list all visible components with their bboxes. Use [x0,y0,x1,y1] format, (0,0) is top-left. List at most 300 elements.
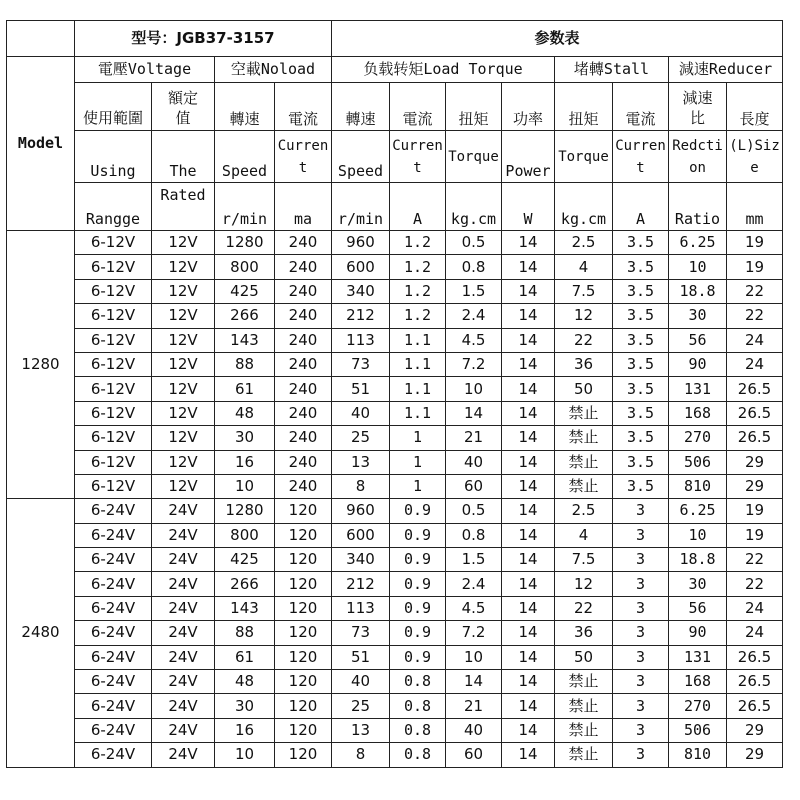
cell-load-current: 1.1 [390,328,446,352]
cell-load-current: 0.8 [390,694,446,718]
cell-load-speed: 25 [332,426,390,450]
table-row [7,596,783,620]
cell-stall-torque: 禁止 [555,450,613,474]
cell-rated-voltage: 12V [152,231,215,255]
cell-noload-current: 120 [275,694,332,718]
cell-length: 24 [727,621,783,645]
cell-load-power: 14 [502,450,555,474]
cell-stall-current: 3.5 [613,231,669,255]
cell-load-speed: 73 [332,352,390,376]
cell-load-current: 0.9 [390,645,446,669]
cell-reduction-ratio: 10 [669,255,727,279]
cell-reduction-ratio: 18.8 [669,548,727,572]
cell-noload-speed: 425 [215,548,275,572]
cell-load-torque: 2.4 [446,304,502,328]
cell-noload-current: 120 [275,548,332,572]
cell-voltage-range: 6-12V [75,474,152,498]
cell-stall-torque: 禁止 [555,743,613,767]
cell-rated-voltage: 24V [152,621,215,645]
cell-load-speed: 113 [332,596,390,620]
cell-reduction-ratio: 131 [669,377,727,401]
cell-noload-current: 240 [275,352,332,376]
cell-reduction-ratio: 810 [669,474,727,498]
table-row [7,328,783,352]
cell-reduction-ratio: 131 [669,645,727,669]
cell-length: 29 [727,474,783,498]
group-row [7,57,783,83]
cell-rated-voltage: 12V [152,377,215,401]
cell-load-power: 14 [502,426,555,450]
cell-load-current: 0.8 [390,718,446,742]
cell-load-power: 14 [502,572,555,596]
en-the: The [152,131,215,183]
cell-stall-torque: 2.5 [555,499,613,523]
cell-rated-voltage: 24V [152,572,215,596]
cell-noload-current: 240 [275,279,332,303]
unit-size: mm [727,183,783,231]
cell-load-power: 14 [502,279,555,303]
cell-length: 26.5 [727,377,783,401]
cell-load-power: 14 [502,670,555,694]
cell-load-torque: 21 [446,694,502,718]
cell-reduction-ratio: 90 [669,621,727,645]
cell-load-speed: 960 [332,499,390,523]
cell-length: 26.5 [727,401,783,425]
cell-noload-current: 240 [275,328,332,352]
cell-load-torque: 14 [446,670,502,694]
cell-stall-torque: 50 [555,377,613,401]
cell-length: 22 [727,304,783,328]
cell-reduction-ratio: 270 [669,426,727,450]
en-load-power: Power [502,131,555,183]
cell-rated-voltage: 12V [152,401,215,425]
cell-load-torque: 0.8 [446,255,502,279]
cell-load-power: 14 [502,596,555,620]
cell-load-speed: 51 [332,645,390,669]
cell-load-torque: 40 [446,450,502,474]
param-table-title: 参数表 [332,21,783,57]
unit-load-power: W [502,183,555,231]
cell-noload-speed: 143 [215,596,275,620]
cell-noload-current: 240 [275,450,332,474]
cell-reduction-ratio: 506 [669,718,727,742]
cell-voltage-range: 6-24V [75,670,152,694]
cell-voltage-range: 6-12V [75,401,152,425]
cell-stall-current: 3.5 [613,377,669,401]
cell-stall-current: 3.5 [613,352,669,376]
cell-stall-torque: 4 [555,255,613,279]
cell-noload-current: 240 [275,426,332,450]
cell-noload-speed: 800 [215,255,275,279]
cell-load-torque: 2.4 [446,572,502,596]
cell-length: 26.5 [727,694,783,718]
blank-corner [7,21,75,57]
group-load-torque: 负载转矩Load Torque [332,57,555,83]
spec-table [6,20,783,768]
cell-load-power: 14 [502,255,555,279]
cell-load-speed: 8 [332,474,390,498]
table-row [7,621,783,645]
cell-load-power: 14 [502,718,555,742]
cell-load-current: 0.9 [390,621,446,645]
cell-stall-current: 3 [613,645,669,669]
cell-noload-current: 120 [275,596,332,620]
cell-load-speed: 600 [332,255,390,279]
en-reduction: Redction [669,131,727,183]
cn-rated: 額定值 [152,83,215,131]
cell-noload-speed: 266 [215,572,275,596]
cn-stall-current: 電流 [613,83,669,131]
cell-length: 26.5 [727,670,783,694]
cell-noload-current: 120 [275,523,332,547]
table-row [7,645,783,669]
table-row [7,694,783,718]
cell-noload-speed: 425 [215,279,275,303]
cell-noload-speed: 1280 [215,499,275,523]
cell-noload-current: 240 [275,304,332,328]
cell-load-torque: 0.5 [446,499,502,523]
cell-load-power: 14 [502,548,555,572]
unit-noload-current: ma [275,183,332,231]
en-load-torque: Torque [446,131,502,183]
cn-ratio: 減速比 [669,83,727,131]
cell-load-speed: 8 [332,743,390,767]
cell-voltage-range: 6-12V [75,279,152,303]
unit-range: Rangge [75,183,152,231]
cell-stall-torque: 12 [555,572,613,596]
cell-stall-torque: 22 [555,596,613,620]
cell-load-current: 1.2 [390,279,446,303]
cell-voltage-range: 6-24V [75,596,152,620]
cell-load-power: 14 [502,231,555,255]
cell-load-speed: 212 [332,304,390,328]
cell-load-speed: 40 [332,401,390,425]
en-using: Using [75,131,152,183]
cell-voltage-range: 6-12V [75,231,152,255]
cell-noload-current: 120 [275,718,332,742]
cell-voltage-range: 6-12V [75,255,152,279]
cell-noload-speed: 266 [215,304,275,328]
cn-load-power: 功率 [502,83,555,131]
table-row [7,474,783,498]
cell-load-power: 14 [502,304,555,328]
cell-stall-torque: 7.5 [555,279,613,303]
cell-load-power: 14 [502,645,555,669]
cell-load-speed: 73 [332,621,390,645]
cell-noload-speed: 800 [215,523,275,547]
cell-load-torque: 1.5 [446,548,502,572]
cell-rated-voltage: 12V [152,279,215,303]
cell-length: 19 [727,231,783,255]
cell-stall-torque: 12 [555,304,613,328]
cell-load-torque: 4.5 [446,596,502,620]
title-row [7,21,783,57]
unit-load-torque: kg.cm [446,183,502,231]
cell-noload-current: 240 [275,231,332,255]
cell-reduction-ratio: 30 [669,572,727,596]
cell-reduction-ratio: 6.25 [669,499,727,523]
cell-reduction-ratio: 18.8 [669,279,727,303]
cell-load-torque: 60 [446,743,502,767]
cell-load-torque: 10 [446,377,502,401]
cell-rated-voltage: 24V [152,670,215,694]
cell-load-current: 0.8 [390,743,446,767]
unit-stall-torque: kg.cm [555,183,613,231]
cell-rated-voltage: 12V [152,352,215,376]
cell-stall-torque: 2.5 [555,231,613,255]
cell-voltage-range: 6-24V [75,645,152,669]
cell-voltage-range: 6-12V [75,304,152,328]
cn-using-range: 使用範圍 [75,83,152,131]
cn-load-torque: 扭矩 [446,83,502,131]
cell-load-power: 14 [502,377,555,401]
cell-load-speed: 212 [332,572,390,596]
cell-stall-torque: 4 [555,523,613,547]
cell-length: 19 [727,523,783,547]
cell-voltage-range: 6-12V [75,426,152,450]
cell-noload-current: 120 [275,572,332,596]
cell-length: 24 [727,596,783,620]
cell-voltage-range: 6-24V [75,572,152,596]
cell-length: 26.5 [727,645,783,669]
cell-reduction-ratio: 56 [669,328,727,352]
cell-noload-speed: 1280 [215,231,275,255]
cell-load-torque: 10 [446,645,502,669]
cell-rated-voltage: 24V [152,523,215,547]
cell-noload-current: 240 [275,255,332,279]
cell-voltage-range: 6-24V [75,694,152,718]
cell-noload-speed: 30 [215,694,275,718]
spec-table-body [7,21,783,768]
cn-load-current: 電流 [390,83,446,131]
cell-length: 26.5 [727,426,783,450]
cell-load-torque: 0.5 [446,231,502,255]
cell-rated-voltage: 24V [152,694,215,718]
unit-noload-speed: r/min [215,183,275,231]
cell-rated-voltage: 12V [152,255,215,279]
cell-load-power: 14 [502,401,555,425]
table-row [7,304,783,328]
cell-length: 19 [727,255,783,279]
cell-rated-voltage: 12V [152,328,215,352]
cell-stall-current: 3 [613,596,669,620]
cell-noload-current: 240 [275,377,332,401]
cell-rated-voltage: 12V [152,426,215,450]
cell-load-speed: 13 [332,450,390,474]
cell-stall-current: 3.5 [613,401,669,425]
cell-rated-voltage: 24V [152,548,215,572]
cell-reduction-ratio: 90 [669,352,727,376]
cell-stall-current: 3.5 [613,304,669,328]
cell-load-torque: 60 [446,474,502,498]
cell-load-current: 1.2 [390,231,446,255]
model-name: 2480 [7,499,75,767]
table-row [7,450,783,474]
cell-stall-current: 3.5 [613,474,669,498]
cell-noload-speed: 88 [215,352,275,376]
cell-stall-torque: 禁止 [555,401,613,425]
cn-noload-speed: 轉速 [215,83,275,131]
cell-load-current: 1 [390,450,446,474]
cell-reduction-ratio: 810 [669,743,727,767]
cell-noload-current: 120 [275,670,332,694]
cell-length: 29 [727,743,783,767]
table-row [7,670,783,694]
cell-stall-current: 3.5 [613,426,669,450]
cell-rated-voltage: 24V [152,743,215,767]
cell-load-current: 1.1 [390,377,446,401]
cell-load-power: 14 [502,743,555,767]
cell-rated-voltage: 24V [152,499,215,523]
cn-noload-current: 電流 [275,83,332,131]
cell-load-torque: 1.5 [446,279,502,303]
cell-voltage-range: 6-24V [75,621,152,645]
cell-noload-speed: 61 [215,377,275,401]
cell-rated-voltage: 12V [152,474,215,498]
cell-voltage-range: 6-12V [75,377,152,401]
cell-load-speed: 340 [332,279,390,303]
en-size: (L)Size [727,131,783,183]
cell-load-current: 0.9 [390,499,446,523]
cell-load-current: 0.9 [390,572,446,596]
cell-noload-speed: 48 [215,670,275,694]
cell-load-power: 14 [502,523,555,547]
cn-header-row [7,83,783,131]
cell-load-torque: 7.2 [446,621,502,645]
en-load-speed: Speed [332,131,390,183]
cell-load-power: 14 [502,621,555,645]
cell-length: 22 [727,548,783,572]
table-row [7,401,783,425]
cell-noload-current: 240 [275,401,332,425]
cell-reduction-ratio: 30 [669,304,727,328]
cell-voltage-range: 6-12V [75,450,152,474]
cell-load-torque: 7.2 [446,352,502,376]
model-name: 1280 [7,231,75,499]
cell-reduction-ratio: 10 [669,523,727,547]
cell-stall-torque: 22 [555,328,613,352]
cell-load-power: 14 [502,352,555,376]
cell-reduction-ratio: 506 [669,450,727,474]
cell-reduction-ratio: 56 [669,596,727,620]
cell-stall-current: 3 [613,499,669,523]
model-type-title: 型号：JGB37-3157 [75,21,332,57]
table-row [7,572,783,596]
cell-noload-speed: 61 [215,645,275,669]
cell-reduction-ratio: 168 [669,401,727,425]
group-noload: 空載Noload [215,57,332,83]
cell-load-speed: 40 [332,670,390,694]
cell-load-current: 0.9 [390,596,446,620]
cell-voltage-range: 6-12V [75,352,152,376]
table-row [7,231,783,255]
unit-ratio: Ratio [669,183,727,231]
cell-stall-current: 3.5 [613,279,669,303]
cell-voltage-range: 6-12V [75,328,152,352]
cell-stall-torque: 36 [555,621,613,645]
cell-stall-torque: 50 [555,645,613,669]
cell-noload-speed: 10 [215,474,275,498]
cell-load-current: 1.1 [390,401,446,425]
cell-length: 24 [727,328,783,352]
cell-load-current: 1 [390,474,446,498]
group-voltage: 電壓Voltage [75,57,215,83]
unit-stall-current: A [613,183,669,231]
cn-stall-torque: 扭矩 [555,83,613,131]
cn-load-speed: 轉速 [332,83,390,131]
en-header-row [7,131,783,183]
cell-load-speed: 25 [332,694,390,718]
cell-length: 22 [727,279,783,303]
cell-noload-current: 240 [275,474,332,498]
cell-load-current: 1.1 [390,352,446,376]
cell-load-power: 14 [502,694,555,718]
cell-noload-speed: 30 [215,426,275,450]
en-noload-speed: Speed [215,131,275,183]
cell-stall-current: 3.5 [613,328,669,352]
unit-load-speed: r/min [332,183,390,231]
cell-reduction-ratio: 6.25 [669,231,727,255]
unit-load-current: A [390,183,446,231]
cell-stall-current: 3 [613,621,669,645]
cell-load-torque: 0.8 [446,523,502,547]
cell-load-current: 1.2 [390,255,446,279]
cell-reduction-ratio: 270 [669,694,727,718]
cell-length: 29 [727,450,783,474]
cell-noload-speed: 10 [215,743,275,767]
en-stall-current: Current [613,131,669,183]
cell-load-current: 0.9 [390,523,446,547]
unit-rated: Rated [152,183,215,231]
cell-stall-current: 3 [613,670,669,694]
cell-voltage-range: 6-24V [75,743,152,767]
cell-stall-torque: 36 [555,352,613,376]
cell-load-power: 14 [502,499,555,523]
en-noload-current: Current [275,131,332,183]
cell-stall-current: 3.5 [613,450,669,474]
cell-load-speed: 113 [332,328,390,352]
cell-load-torque: 14 [446,401,502,425]
cell-load-current: 0.9 [390,548,446,572]
cell-stall-current: 3 [613,718,669,742]
cell-stall-torque: 禁止 [555,694,613,718]
table-row [7,548,783,572]
cell-length: 24 [727,352,783,376]
cell-voltage-range: 6-24V [75,548,152,572]
cell-noload-speed: 16 [215,718,275,742]
cell-length: 22 [727,572,783,596]
cell-stall-current: 3 [613,694,669,718]
cell-noload-speed: 88 [215,621,275,645]
table-row [7,499,783,523]
cell-stall-current: 3 [613,743,669,767]
cell-load-speed: 960 [332,231,390,255]
cell-noload-current: 120 [275,499,332,523]
table-row [7,718,783,742]
cell-rated-voltage: 24V [152,718,215,742]
cell-stall-torque: 7.5 [555,548,613,572]
en-load-current: Current [390,131,446,183]
cell-load-torque: 21 [446,426,502,450]
cell-noload-speed: 48 [215,401,275,425]
cell-stall-torque: 禁止 [555,426,613,450]
table-row [7,279,783,303]
group-reducer: 減速Reducer [669,57,783,83]
cell-noload-speed: 16 [215,450,275,474]
cell-load-current: 0.8 [390,670,446,694]
cell-rated-voltage: 12V [152,450,215,474]
cell-load-speed: 51 [332,377,390,401]
